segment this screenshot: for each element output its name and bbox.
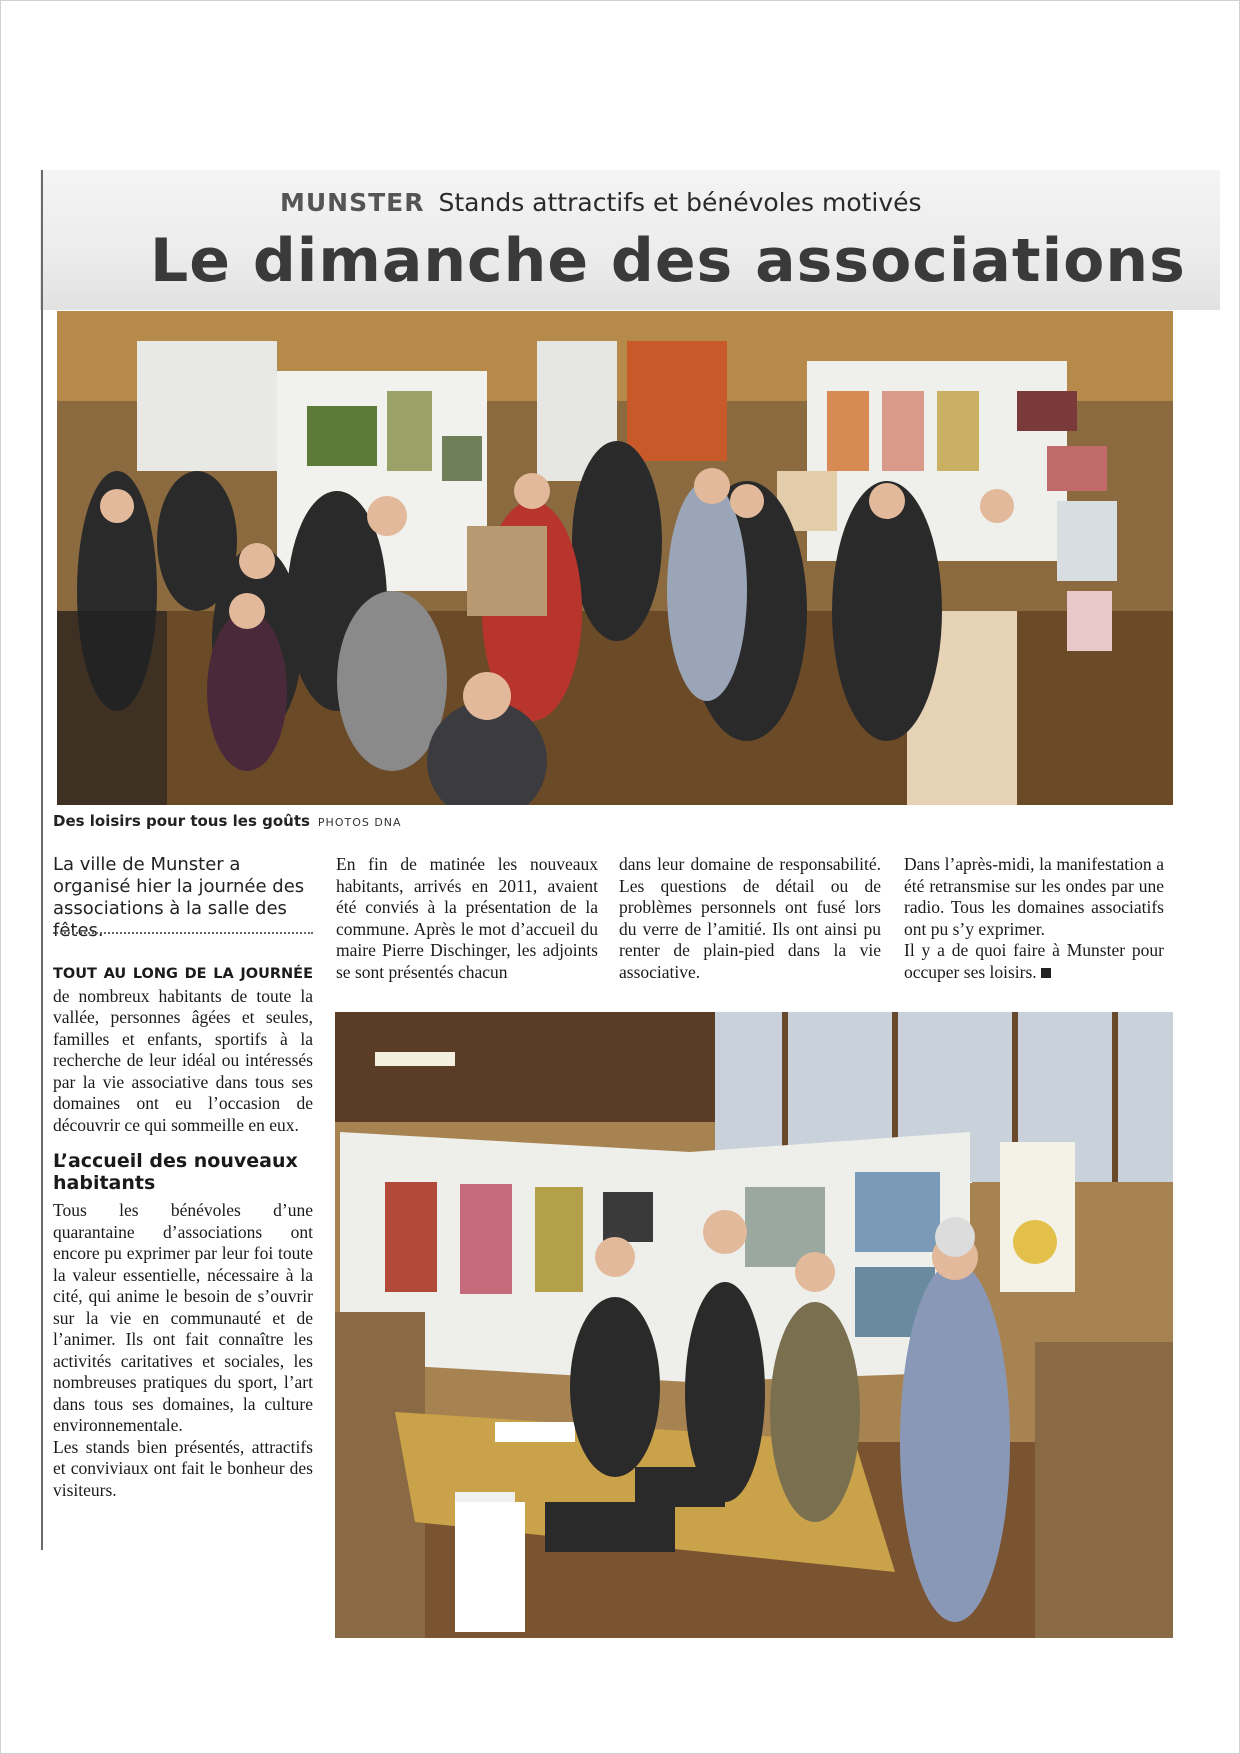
kicker [280,188,922,217]
paragraph-3: Les stands bien présentés, attractifs et conviviaux ont fait le bonheur des visiteurs. [53,1436,313,1500]
caption-text: Des loisirs pour tous les goûts [53,812,310,830]
column-4-para-1: Dans l’après-midi, la manifestation a été retransmise sur les ondes par une radio. Tous les domaines associatifs ont pu s’y exprimer. [904,854,1164,939]
column-1 [53,962,313,1501]
column-4-para-2-text: Il y a de quoi faire à Munster pour occuper ses loisirs. [904,940,1164,982]
column-2 [336,854,598,983]
column-4-para-2 [904,940,1164,983]
column-3-text: dans leur domaine de responsabilité. Les questions de détail ou de problèmes personnels ont fusé lors du verre de l’amitié. Ils ont ainsi pu renter de plain-pied dans la vie associative. [619,854,881,982]
kicker-text: Stands attractifs et bénévoles motivés [438,188,922,217]
column-2-text: En fin de matinée les nouveaux habitants, arrivés en 2011, avaient été conviés à la présentation de la commune. Après le mot d’accueil du maire Pierre Dischinger, les adjoints se sont présentés chacun [336,854,598,982]
end-mark [1041,968,1051,978]
paragraph-1 [53,962,313,1136]
subheading: L’accueil des nouveaux habitants [53,1150,298,1194]
paragraph-2: Tous les bénévoles d’une quarantaine d’associations ont encore pu exprimer par leur foi toute la valeur essentielle, nécessaire à la cité, qui anime le besoin de s’ouvrir sur la vie en communauté et de l’animer. Ils ont fait connaître les activités caritatives et sociales, les nombreuses pratiques du sport, l’art dans tous ses domaines, la culture environnementale. [53,1200,313,1435]
dotted-divider [53,932,313,934]
photo-crowd-at-stands [57,311,1173,805]
column-3 [619,854,881,983]
column-rule [41,170,43,1550]
paragraph-1-text: de nombreux habitants de toute la vallée, personnes âgées et seules, familles et enfants, sportifs à la recherche de leur idéal ou intéressés par la vie associative dans tous ses domaines ont eu l’occasion de découvrir ce qui sommeille en eux. [53,985,313,1135]
lead-paragraph: La ville de Munster a organisé hier la journée des associations à la salle des fêtes. [53,854,305,941]
headline: Le dimanche des associations [150,226,1186,296]
kicker-town: MUNSTER [280,188,425,217]
run-in-heading: TOUT AU LONG DE LA JOURNÉE [53,966,313,982]
photo-art-association-stand [335,1012,1173,1638]
photo-credit: PHOTOS DNA [317,816,402,829]
column-4 [904,854,1164,983]
photo-caption [53,812,402,830]
